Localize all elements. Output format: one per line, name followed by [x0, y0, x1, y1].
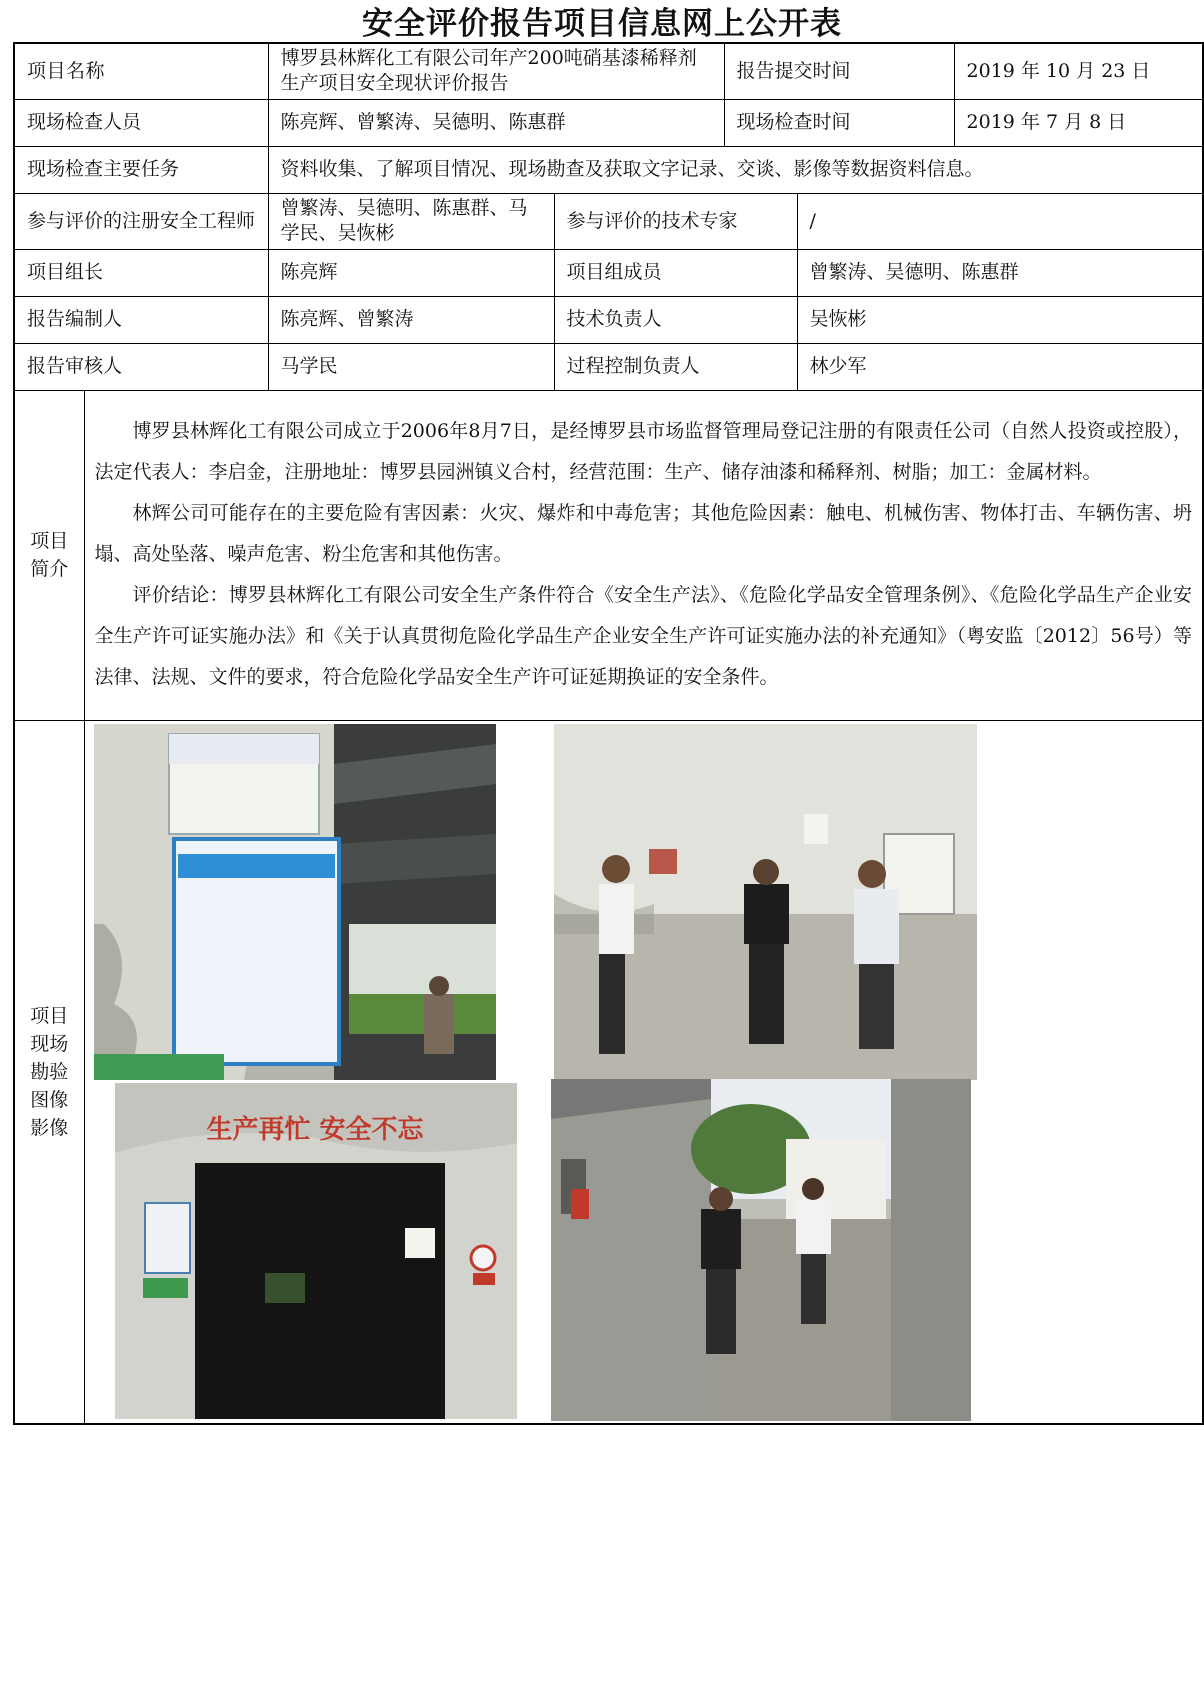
- label-experts: 参与评价的技术专家: [554, 193, 797, 249]
- intro-paragraph-hazards: 林辉公司可能存在的主要危险有害因素：火灾、爆炸和中毒危害；其他危险因素：触电、机械伤害、物体打击、车辆伤害、坍塌、高处坠落、噪声危害、粉尘危害和其他伤害。: [94, 501, 1193, 565]
- slogan-text: 生产再忙 安全不忘: [205, 1114, 424, 1145]
- label-inspectors: 现场检查人员: [14, 99, 268, 146]
- label-project-name: 项目名称: [14, 43, 268, 99]
- value-engineers: 曾繁涛、吴德明、陈惠群、马学民、吴恢彬: [268, 193, 554, 249]
- value-experts: /: [797, 193, 1203, 249]
- row-reviewer: [14, 343, 1203, 390]
- photo-grid: [84, 720, 1203, 1424]
- label-tech-lead: 技术负责人: [554, 296, 797, 343]
- label-intro: [14, 390, 84, 720]
- site-photo-yard-walk: [551, 1079, 971, 1421]
- label-submit-time: 报告提交时间: [724, 43, 954, 99]
- value-submit-time: 2019 年 10 月 23 日: [954, 43, 1203, 99]
- label-inspect-time: 现场检查时间: [724, 99, 954, 146]
- label-members: 项目组成员: [554, 249, 797, 296]
- value-leader: 陈亮辉: [268, 249, 554, 296]
- value-inspectors: 陈亮辉、曾繁涛、吴德明、陈惠群: [268, 99, 724, 146]
- intro-label-text: 项目简介: [30, 530, 69, 580]
- label-process-lead: 过程控制负责人: [554, 343, 797, 390]
- row-compiler: [14, 296, 1203, 343]
- value-process-lead: 林少军: [797, 343, 1203, 390]
- label-reviewer: 报告审核人: [14, 343, 268, 390]
- row-inspectors: [14, 99, 1203, 146]
- row-task: [14, 146, 1203, 193]
- value-tech-lead: 吴恢彬: [797, 296, 1203, 343]
- row-intro: [14, 390, 1203, 720]
- intro-paragraph-company: 博罗县林辉化工有限公司成立于2006年8月7日，是经博罗县市场监督管理局登记注册的有限责任公司（自然人投资或控股），法定代表人：李启金，注册地址：博罗县园洲镇义合村，经营范围：生产、储存油漆和稀释剂、树脂；加工：金属材料。: [94, 419, 1193, 483]
- value-project-name: 博罗县林辉化工有限公司年产200吨硝基漆稀释剂生产项目安全现状评价报告: [268, 43, 724, 99]
- intro-paragraph-conclusion: 评价结论：博罗县林辉化工有限公司安全生产条件符合《安全生产法》、《危险化学品安全管理条例》、《危险化学品生产企业安全生产许可证实施办法》和《关于认真贯彻危险化学品生产企业安全生产许可证实施办法的补充通知》（粤安监〔2012〕56号）等法律、法规、文件的要求，符合危险化学品安全生产许可证延期换证的安全条件。: [94, 583, 1193, 688]
- label-task: 现场检查主要任务: [14, 146, 268, 193]
- photo-label-text: 项目现场勘验图像影像: [30, 1004, 69, 1139]
- value-reviewer: 马学民: [268, 343, 554, 390]
- value-members: 曾繁涛、吴德明、陈惠群: [797, 249, 1203, 296]
- value-inspect-time: 2019 年 7 月 8 日: [954, 99, 1203, 146]
- label-photos: [14, 720, 84, 1424]
- intro-text: [84, 390, 1203, 720]
- value-compiler: 陈亮辉、曾繁涛: [268, 296, 554, 343]
- row-photos: [14, 720, 1203, 1424]
- site-photo-workshop-inspection: [554, 724, 977, 1080]
- label-leader: 项目组长: [14, 249, 268, 296]
- site-photo-signboard: [94, 724, 496, 1080]
- page-title: 安全评价报告项目信息网上公开表: [362, 6, 842, 42]
- row-project-name: [14, 43, 1203, 99]
- row-leader: [14, 249, 1203, 296]
- info-table: [13, 42, 1204, 1425]
- label-compiler: 报告编制人: [14, 296, 268, 343]
- site-photo-warehouse-entrance: [115, 1083, 517, 1419]
- row-engineers: [14, 193, 1203, 249]
- label-engineers: 参与评价的注册安全工程师: [14, 193, 268, 249]
- value-task: 资料收集、了解项目情况、现场勘查及获取文字记录、交谈、影像等数据资料信息。: [268, 146, 1203, 193]
